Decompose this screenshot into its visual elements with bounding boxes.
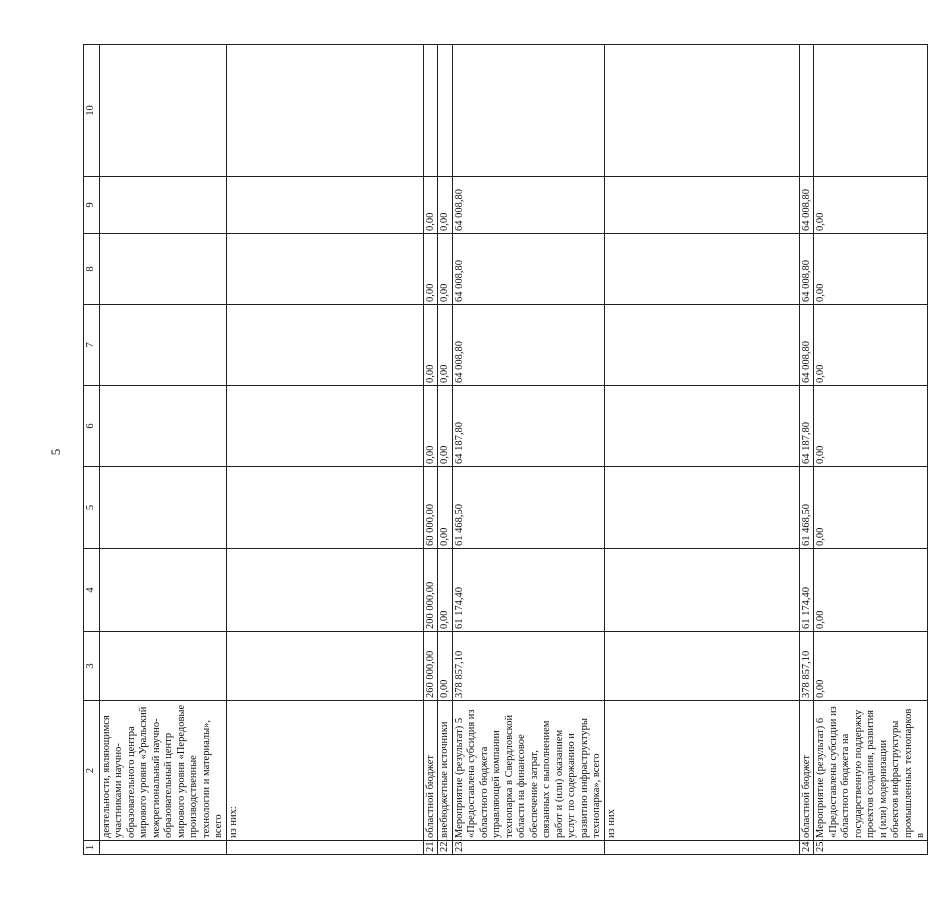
value-cell	[604, 467, 799, 549]
value-cell	[226, 386, 423, 467]
value-cell: 0,00	[438, 234, 452, 305]
row-name-cell: Мероприятие (результат) 6 «Предоставлены субсидии из областного бюджета на государственную поддержку проектов создания, развития и (или) модернизации объектов инфраструктуры промышленных технопарков в	[814, 701, 928, 841]
value-cell	[100, 45, 227, 177]
value-cell	[226, 234, 423, 305]
row-number-cell	[226, 841, 423, 855]
table-row	[604, 45, 799, 855]
value-cell: 0,00	[438, 467, 452, 549]
value-cell	[438, 45, 452, 177]
value-cell: 0,00	[423, 386, 437, 467]
value-cell	[604, 305, 799, 386]
value-cell: 64 008,80	[452, 234, 604, 305]
table-row	[226, 45, 423, 855]
rotated-page	[83, 45, 926, 855]
row-number-cell: 23.	[452, 841, 604, 855]
row-name-cell: внебюджетные источники	[438, 701, 452, 841]
value-cell: 64 008,80	[799, 177, 813, 234]
column-header: 2	[84, 701, 100, 841]
value-cell: 61 468,50	[452, 467, 604, 549]
value-cell: 61 468,50	[799, 467, 813, 549]
table-body	[84, 45, 928, 855]
table-row	[452, 45, 604, 855]
value-cell	[100, 467, 227, 549]
value-cell	[226, 467, 423, 549]
table-row	[100, 45, 227, 855]
value-cell: 61 174,40	[799, 549, 813, 632]
value-cell: 0,00	[438, 386, 452, 467]
value-cell: 0,00	[423, 305, 437, 386]
value-cell	[604, 45, 799, 177]
row-name-cell: областной бюджет	[799, 701, 813, 841]
value-cell: 0,00	[814, 234, 928, 305]
row-name-cell: Мероприятие (результат) 5 «Предоставлена субсидия из областного бюджета управляющей компании технопарка в Свердловской области на финансовое обеспечение затрат, связанных с выполнением работ и (или) оказанием услуг по содержанию и развитию инфраструктуры технопарка», всего	[452, 701, 604, 841]
value-cell: 0,00	[814, 305, 928, 386]
value-cell	[100, 305, 227, 386]
value-cell: 64 008,80	[799, 234, 813, 305]
header-row	[84, 45, 100, 855]
value-cell: 0,00	[814, 386, 928, 467]
value-cell: 0,00	[438, 632, 452, 701]
value-cell: 0,00	[423, 177, 437, 234]
row-number-cell: 25.	[814, 841, 928, 855]
row-number-cell: 22.	[438, 841, 452, 855]
value-cell	[604, 386, 799, 467]
value-cell	[814, 45, 928, 177]
value-cell: 260 000,00	[423, 632, 437, 701]
column-header: 1	[84, 841, 100, 855]
value-cell	[100, 234, 227, 305]
page-number: 5	[48, 448, 63, 456]
value-cell: 0,00	[438, 177, 452, 234]
value-cell: 60 000,00	[423, 467, 437, 549]
row-number-cell: 24.	[799, 841, 813, 855]
value-cell: 64 187,80	[799, 386, 813, 467]
column-header: 8	[84, 234, 100, 305]
column-header: 9	[84, 177, 100, 234]
value-cell: 200 000,00	[423, 549, 437, 632]
value-cell	[799, 45, 813, 177]
value-cell	[100, 632, 227, 701]
value-cell: 0,00	[814, 632, 928, 701]
row-name-cell: областной бюджет	[423, 701, 437, 841]
row-name-cell: деятельности, являющимся участниками научно-образовательного центра мирового уровня «Уральский межрегиональный научно-образовательный центр мирового уровня «Передовые производственные технологии и материалы», всего	[100, 701, 227, 841]
value-cell: 64 008,80	[452, 177, 604, 234]
table-row	[438, 45, 452, 855]
value-cell	[604, 177, 799, 234]
table-row	[814, 45, 928, 855]
value-cell: 378 857,10	[799, 632, 813, 701]
column-header: 10	[84, 45, 100, 177]
value-cell	[452, 45, 604, 177]
budget-table	[83, 44, 928, 855]
value-cell: 0,00	[438, 549, 452, 632]
value-cell	[226, 45, 423, 177]
table-row	[423, 45, 437, 855]
value-cell: 61 174,40	[452, 549, 604, 632]
column-header: 3	[84, 632, 100, 701]
value-cell	[100, 177, 227, 234]
value-cell	[226, 177, 423, 234]
value-cell	[604, 234, 799, 305]
value-cell: 0,00	[423, 234, 437, 305]
column-header: 6	[84, 386, 100, 467]
row-number-cell: 21.	[423, 841, 437, 855]
value-cell	[226, 305, 423, 386]
table-row	[799, 45, 813, 855]
value-cell	[100, 549, 227, 632]
value-cell	[423, 45, 437, 177]
value-cell: 0,00	[814, 177, 928, 234]
column-header: 4	[84, 549, 100, 632]
column-header: 7	[84, 305, 100, 386]
value-cell: 0,00	[814, 467, 928, 549]
value-cell	[604, 549, 799, 632]
value-cell	[604, 632, 799, 701]
row-number-cell	[604, 841, 799, 855]
value-cell	[100, 386, 227, 467]
value-cell: 64 008,80	[452, 305, 604, 386]
row-number-cell	[100, 841, 227, 855]
row-name-cell: из них:	[226, 701, 423, 841]
row-name-cell: из них	[604, 701, 799, 841]
value-cell: 0,00	[814, 549, 928, 632]
value-cell: 64 187,80	[452, 386, 604, 467]
value-cell: 0,00	[438, 305, 452, 386]
column-header: 5	[84, 467, 100, 549]
value-cell: 64 008,80	[799, 305, 813, 386]
value-cell: 378 857,10	[452, 632, 604, 701]
value-cell	[226, 632, 423, 701]
value-cell	[226, 549, 423, 632]
